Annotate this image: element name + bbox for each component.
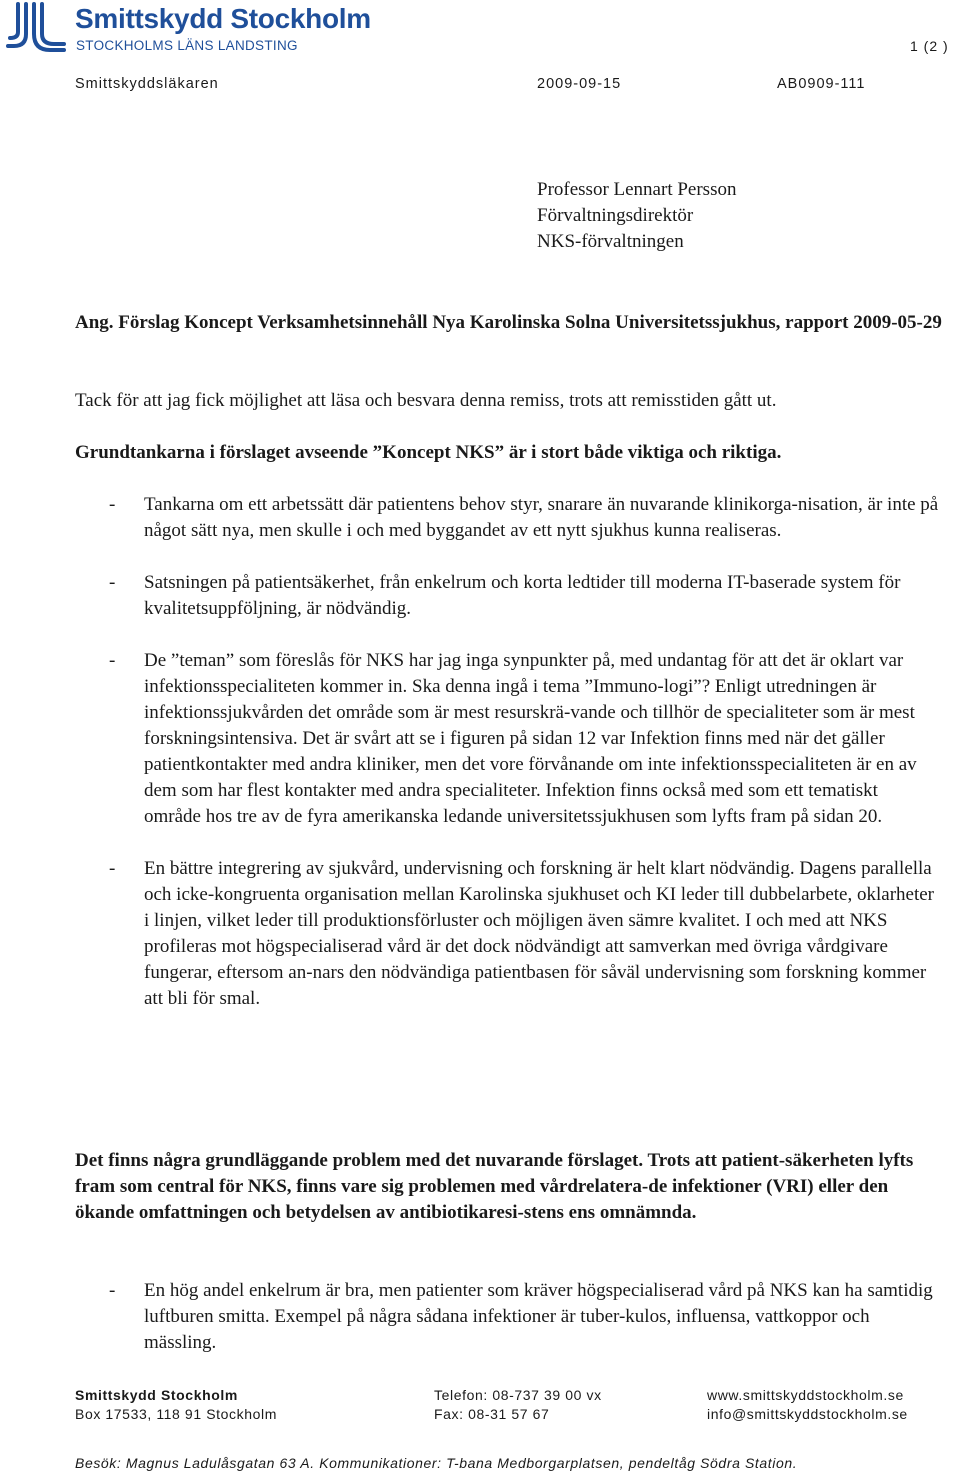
list-item (109, 648, 939, 830)
list-item (109, 856, 939, 1012)
subject-line: Ang. Förslag Koncept Verksamhetsinnehåll Nya Karolinska Solna Universitetssjukhus, rapport 2009-05-29 (75, 312, 942, 333)
list-dash: - (109, 1280, 116, 1301)
recipient-title: Förvaltningsdirektör (537, 205, 694, 226)
recipient-organisation: NKS-förvaltningen (537, 231, 684, 252)
recipient-block (537, 177, 736, 255)
footer-phone: Telefon: 08-737 39 00 vx (434, 1387, 602, 1403)
reference-number: AB0909-111 (777, 76, 866, 92)
section-heading: Grundtankarna i förslaget avseende ”Koncept NKS” är i stort både viktiga och riktiga. (75, 442, 782, 463)
list-dash: - (109, 650, 116, 671)
sender-label: Smittskyddsläkaren (75, 76, 219, 92)
bullet-list (109, 1278, 939, 1382)
page-number: 1 (2 ) (910, 38, 949, 54)
list-item-text: De ”teman” som föreslås för NKS har jag inga synpunkter på, med undantag för att det är oklart var infektionsspecialiteten kommer in. Ska denna ingå i tema ”Immuno-logi”? Enligt utredningen är infektionssjukvården det område som är mest resurskrä-vande och tillhör de specialiteter som är mest forskningsintensiva. Det är svårt att se i figuren på sidan 12 var Infektion finns med när det gäller patientkontakter med andra kliniker, men det vore förvånande om inte infektionsspecialiteten är en av dem som har flest kontakter med andra specialiteter. Infektion finns också med som ett tematiskt område hos tre av de fyra amerikanska ledande universitetssjukhusen som lyfts fram på sidan 20. (144, 650, 917, 827)
list-item (109, 570, 939, 622)
list-item (109, 1278, 939, 1356)
list-item-text: Satsningen på patientsäkerhet, från enkelrum och korta ledtider till moderna IT-baserade system för kvalitetsuppföljning, är nödvändig. (144, 572, 901, 619)
list-dash: - (109, 858, 116, 879)
recipient-name: Professor Lennart Persson (537, 179, 737, 200)
list-item-text: En hög andel enkelrum är bra, men patienter som kräver högspecialiserad vård på NKS kan ha samtidig luftburen smitta. Exempel på några sådana infektioner är tuber-kulos, influensa, vattkoppor och mässling. (144, 1280, 933, 1353)
list-dash: - (109, 494, 116, 515)
footer-email-link[interactable]: info@smittskyddstockholm.se (707, 1406, 908, 1422)
bullet-list (109, 492, 939, 1038)
logo-title: Smittskydd Stockholm (75, 3, 371, 34)
list-item-text: En bättre integrering av sjukvård, undervisning och forskning är helt klart nödvändig. Dagens parallella och icke-kongruenta organisation mellan Karolinska sjukhuset och KI leder till dubbelarbete, oklarheter i linjen, vilket leder till produktionsförluster och möjligen även sämre kvalitet. I och med att NKS profileras mot högspecialiserad vård är det dock nödvändigt att samverkan med övriga vårdgivare fungerar, eftersom an-nars den nödvändiga patientbasen för såväl undervisning som forskning kommer att bli för smal. (144, 858, 935, 1009)
intro-paragraph: Tack för att jag fick möjlighet att läsa och besvara denna remiss, trots att remisstiden gått ut. (75, 390, 777, 411)
logo-subtitle: STOCKHOLMS LÄNS LANDSTING (76, 38, 298, 53)
document-date: 2009-09-15 (537, 76, 622, 92)
list-item (109, 492, 939, 544)
footer-visit-info: Besök: Magnus Ladulåsgatan 63 A. Kommunikationer: T-bana Medborgarplatsen, pendeltåg Södra Station. (75, 1455, 798, 1471)
problems-heading: Det finns några grundläggande problem med det nuvarande förslaget. Trots att patient-säkerheten lyfts fram som central för NKS, finns vare sig problemen med vårdrelatera-de infektioner (VRI) eller den ökande omfattningen och betydelsen av antibiotikaresi-stens ens omnämnda. (75, 1150, 914, 1223)
footer-org-name: Smittskydd Stockholm (75, 1387, 238, 1403)
footer-address: Box 17533, 118 91 Stockholm (75, 1406, 277, 1422)
footer-website-link[interactable]: www.smittskyddstockholm.se (707, 1387, 904, 1403)
logo-icon (4, 0, 68, 54)
footer-fax: Fax: 08-31 57 67 (434, 1406, 550, 1422)
list-dash: - (109, 572, 116, 593)
list-item-text: Tankarna om ett arbetssätt där patientens behov styr, snarare än nuvarande klinikorga-nisation, är inte på något sätt nya, men skulle i och med byggandet av ett nytt sjukhus kunna realiseras. (144, 494, 939, 541)
